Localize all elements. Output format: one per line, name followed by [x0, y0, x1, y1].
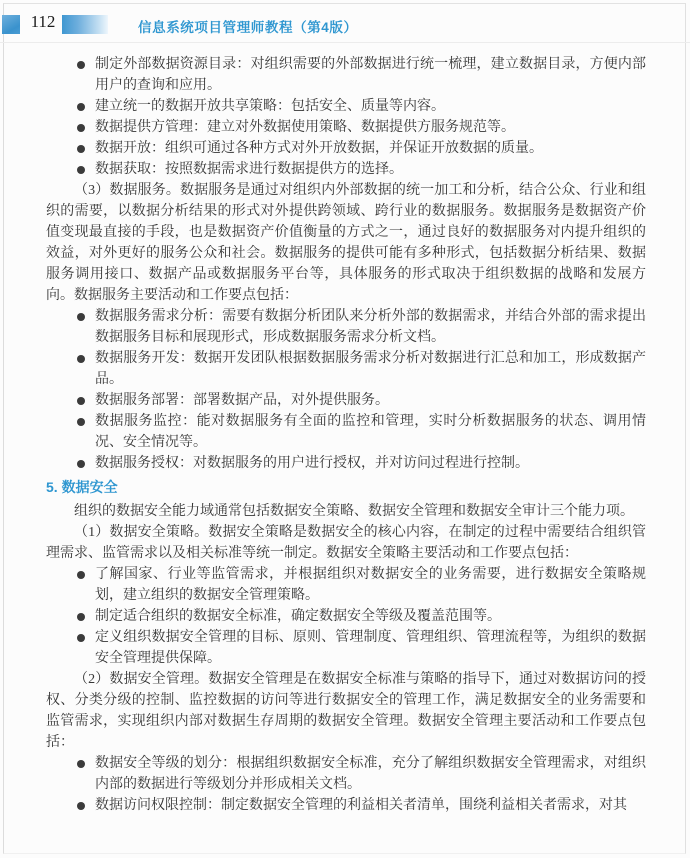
- paragraph-security-policy: （1）数据安全策略。数据安全策略是数据安全的核心内容，在制定的过程中需要结合组织管理需求、监管需求以及相关标准等统一制定。数据安全策略主要活动和工作要点包括：: [46, 525, 646, 561]
- list-item: [46, 627, 646, 669]
- bullet-icon: [77, 166, 85, 174]
- list-item: [46, 453, 646, 474]
- bullet-icon: [77, 634, 85, 642]
- header-divider: [0, 42, 690, 43]
- bullet-icon: [77, 313, 85, 321]
- list-item-text: 数据服务授权：对数据服务的用户进行授权，并对访问过程进行控制。: [95, 456, 529, 471]
- list-item: [46, 159, 646, 180]
- list-item-text: 数据服务部署：部署数据产品，对外提供服务。: [95, 393, 389, 408]
- bullet-icon: [77, 355, 85, 363]
- bullet-list-security-management: [46, 753, 646, 816]
- bullet-icon: [77, 802, 85, 810]
- list-item: [46, 606, 646, 627]
- list-item: [46, 138, 646, 159]
- paragraph-security-management: （2）数据安全管理。数据安全管理是在数据安全标准与策略的指导下，通过对数据访问的授权、分类分级的控制、监控数据的访问等进行数据安全的管理工作，满足数据安全的业务需要和监管需求，实现组织内部对数据生存周期的数据安全管理。数据安全管理主要活动和工作要点包括：: [46, 672, 646, 750]
- bullet-icon: [77, 460, 85, 468]
- list-item: [46, 564, 646, 606]
- list-item: [46, 411, 646, 453]
- bullet-icon: [77, 103, 85, 111]
- list-item-text: 定义组织数据安全管理的目标、原则、管理制度、管理组织、管理流程等，为组织的数据安全管理提供保障。: [95, 630, 646, 666]
- paragraph-security-intro: 组织的数据安全能力域通常包括数据安全策略、数据安全管理和数据安全审计三个能力项。: [74, 504, 634, 519]
- page-content: [46, 54, 646, 816]
- list-item: [46, 390, 646, 411]
- bullet-icon: [77, 61, 85, 69]
- section-heading-data-security: 5. 数据安全: [46, 479, 118, 495]
- list-item-text: 了解国家、行业等监管需求，并根据组织对数据安全的业务需要，进行数据安全策略规划，建立组织的数据安全管理策略。: [95, 567, 646, 603]
- header-corner-square: [2, 15, 20, 34]
- list-item-text: 数据开放：组织可通过各种方式对外开放数据，并保证开放数据的质量。: [95, 141, 543, 156]
- header-gradient-bar: [62, 15, 108, 34]
- page-number: 112: [30, 12, 56, 31]
- list-item-text: 数据获取：按照数据需求进行数据提供方的选择。: [95, 162, 403, 177]
- bullet-icon: [77, 145, 85, 153]
- bullet-icon: [77, 418, 85, 426]
- bullet-icon: [77, 613, 85, 621]
- list-item: [46, 753, 646, 795]
- bullet-icon: [77, 571, 85, 579]
- list-item: [46, 348, 646, 390]
- list-item-text: 制定适合组织的数据安全标准，确定数据安全等级及覆盖范围等。: [95, 609, 501, 624]
- book-title: 信息系统项目管理师教程（第4版）: [138, 20, 358, 35]
- bullet-list-data-service: [46, 306, 646, 474]
- list-item-text: 数据访问权限控制：制定数据安全管理的利益相关者清单，围绕利益相关者需求，对其: [95, 798, 627, 813]
- list-item-text: 数据提供方管理：建立对外数据使用策略、数据提供方服务规范等。: [95, 120, 515, 135]
- list-item-text: 建立统一的数据开放共享策略：包括安全、质量等内容。: [95, 99, 445, 114]
- bullet-icon: [77, 760, 85, 768]
- list-item-text: 数据服务需求分析：需要有数据分析团队来分析外部的数据需求，并结合外部的需求提出数据服务目标和展现形式，形成数据服务需求分析文档。: [95, 309, 646, 345]
- list-item-text: 制定外部数据资源目录：对组织需要的外部数据进行统一梳理，建立数据目录，方便内部用户的查询和应用。: [95, 57, 646, 93]
- paragraph-data-service: （3）数据服务。数据服务是通过对组织内外部数据的统一加工和分析，结合公众、行业和组织的需要，以数据分析结果的形式对外提供跨领域、跨行业的数据服务。数据服务是数据资产价值变现最直接的手段，也是数据资产价值衡量的方式之一，通过良好的数据服务对内提升组织的效益，对外更好的服务公众和社会。数据服务的提供可能有多种形式，包括数据分析结果、数据服务调用接口、数据产品或数据服务平台等，具体服务的形式取决于组织数据的战略和发展方向。数据服务主要活动和工作要点包括：: [46, 183, 646, 303]
- list-item: [46, 795, 646, 816]
- list-item-text: 数据服务监控：能对数据服务有全面的监控和管理，实时分析数据服务的状态、调用情况、安全情况等。: [95, 414, 646, 450]
- bullet-list-security-policy: [46, 564, 646, 669]
- bullet-list-data-open: [46, 54, 646, 180]
- list-item-text: 数据安全等级的划分：根据组织数据安全标准，充分了解组织数据安全管理需求，对组织内部的数据进行等级划分并形成相关文档。: [95, 756, 646, 792]
- list-item: [46, 117, 646, 138]
- list-item: [46, 96, 646, 117]
- list-item: [46, 306, 646, 348]
- list-item-text: 数据服务开发：数据开发团队根据数据服务需求分析对数据进行汇总和加工，形成数据产品。: [95, 351, 646, 387]
- bullet-icon: [77, 124, 85, 132]
- list-item: [46, 54, 646, 96]
- bullet-icon: [77, 397, 85, 405]
